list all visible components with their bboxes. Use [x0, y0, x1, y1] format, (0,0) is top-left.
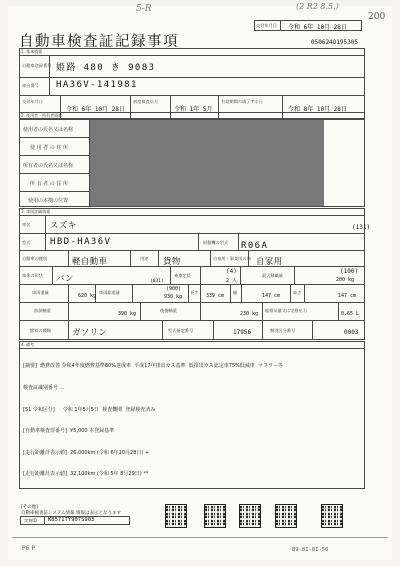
first-reg-label: 初度検査年月: [133, 99, 159, 104]
document-number: 050624O195305: [311, 39, 358, 46]
front-axle-label: 前前軸重: [34, 308, 51, 313]
rear-axle-label: 後後軸重: [160, 308, 177, 313]
kind-value: 軽自動車: [72, 256, 108, 266]
rear-axle-value: 230 kg: [240, 311, 259, 317]
reg-number-label: 自動車登録番号: [22, 63, 52, 68]
owner-address-label: 所 有 者 の 住 所: [30, 181, 68, 187]
capacity-label: 乗車定員: [174, 273, 191, 278]
private-label: 自家用・事業用の別: [213, 256, 251, 261]
gross-weight-value2: 930 kg: [164, 294, 183, 300]
section4-heading: 4. 備考: [21, 342, 35, 347]
weight-value: 620 kg: [78, 293, 97, 299]
owner-name-label: 所有者の氏名又は名称: [23, 163, 74, 169]
fuel-label: 燃料の種類: [30, 328, 51, 333]
issue-date-value: 令和 6年 10月 28日: [288, 24, 347, 31]
id-label: 実物ID: [24, 518, 37, 523]
use-label: 用途: [140, 256, 149, 261]
width-label: 幅: [233, 290, 238, 295]
expiry-value: 令和 8年 10月 28日: [288, 106, 347, 113]
displacement-value: 0.65 L: [341, 311, 360, 317]
max-load-label: 最大積載量: [262, 273, 283, 278]
qr-code-1: [166, 505, 186, 527]
type-no-value: 17956: [233, 329, 252, 336]
class-no-value: 0003: [344, 329, 359, 336]
shape-value: バン: [56, 273, 74, 283]
user-name-label: 使用者の氏名又は名称: [23, 127, 74, 133]
footer-label: [その他]: [21, 505, 39, 510]
remarks-line: [走行距離計表示値] 26,000km (令和 6年10月28日) +: [23, 449, 150, 456]
vin-label: 車台番号: [22, 83, 39, 88]
page-title: 自動車検査証記録事項: [19, 34, 179, 50]
shape-code: (031): [150, 279, 164, 284]
remarks-line: 検査証識別番号 ...: [23, 385, 65, 392]
remarks-text: [23, 349, 363, 486]
gross-weight-value: (900): [166, 286, 182, 292]
redacted-area: [90, 120, 324, 206]
capacity-value: (4): [226, 268, 237, 275]
vin-value: HA36V-141981: [56, 80, 138, 90]
id-value: K8571TY907S903: [48, 517, 95, 523]
height-label: 高さ: [293, 290, 302, 295]
use-value: 貨物: [163, 256, 181, 266]
expiry-label: 有効期間の満了する日: [221, 99, 263, 104]
maker-value: スズキ: [50, 220, 77, 230]
kind-label: 自動車の種別: [22, 256, 48, 261]
footer-text: 自動車検査証システム情報 情報は表示となります: [21, 511, 121, 516]
shape-label: 車体の形状: [22, 273, 43, 278]
weight-label: 車両重量: [32, 290, 49, 295]
issue-date-label: 交付年月日: [256, 23, 277, 28]
private-value: 自家用: [256, 256, 283, 266]
qr-code-3: [240, 505, 260, 527]
qr-code-2: [205, 505, 225, 527]
max-load-value2: 200 kg: [336, 277, 355, 283]
qr-code-5: [322, 505, 342, 527]
remarks-line: [摘要] 燃費改善 令和4年度燃費基準80%達成車 平成17年排出ガス基準 低排出ガス認定車75%低減車 マフラー等: [23, 363, 283, 370]
qr-code-4: [276, 505, 296, 527]
issue-label: 交付年月日: [22, 99, 43, 104]
footer-bottom-right: 89-8I-8I-56: [292, 547, 329, 553]
type-no-label: 型式指定番号: [168, 328, 194, 333]
height-value: 147 cm: [338, 293, 357, 299]
fuel-value: ガソリン: [72, 327, 108, 337]
user-address-label: 使 用 者 の 住 所: [30, 145, 68, 151]
remarks-line: [51 令和区分] 令和 1年5月5日 検査機関 登録検査済み: [23, 406, 156, 413]
handwritten-note: 5-R: [136, 4, 152, 14]
section2-heading: 2. 使用者・所有者情報: [21, 113, 63, 118]
model-value: HBD-HA36V: [50, 237, 112, 247]
model-label: 型式: [22, 240, 31, 245]
front-axle-value: 390 kg: [118, 311, 137, 317]
footer-bottom-left: P6 P: [22, 545, 35, 552]
handwritten-note-right: (2 R2 8.5.): [296, 2, 339, 11]
class-no-label: 類別区分番号: [270, 328, 296, 333]
displacement-label: 総排気量又は定格出力: [265, 308, 307, 313]
section1-heading: 1. 基本情報: [21, 49, 43, 54]
length-label: 長さ: [190, 290, 199, 295]
base-location-label: 使用の本拠の位置: [28, 198, 69, 204]
length-value: 339 cm: [206, 293, 225, 299]
engine-value: R06A: [241, 241, 269, 251]
maker-label: 車名: [22, 222, 31, 227]
remarks-line: [自動車検査票番号] ¥5,000 本登録基準: [23, 428, 115, 435]
issue-value: 令和 6年 10月 28日: [66, 106, 125, 113]
remarks-line: [走行距離計表示値] 32,100km (令和 5年 8月29日) **: [23, 471, 149, 478]
engine-label: 原動機の型式: [203, 240, 229, 245]
first-reg-value: 令和 1年 5月: [174, 106, 213, 113]
reg-number-value: 姫路 480 き 9083: [56, 63, 156, 73]
maker-code: (131): [352, 224, 371, 231]
gross-weight-label: 車両総重量: [99, 290, 120, 295]
max-load-value: (100): [340, 268, 359, 275]
width-value: 147 cm: [262, 293, 281, 299]
capacity-value2: 2 人: [226, 278, 238, 284]
section3-heading: 3. 車両詳細情報: [21, 209, 51, 214]
page-number: 200: [368, 12, 386, 22]
